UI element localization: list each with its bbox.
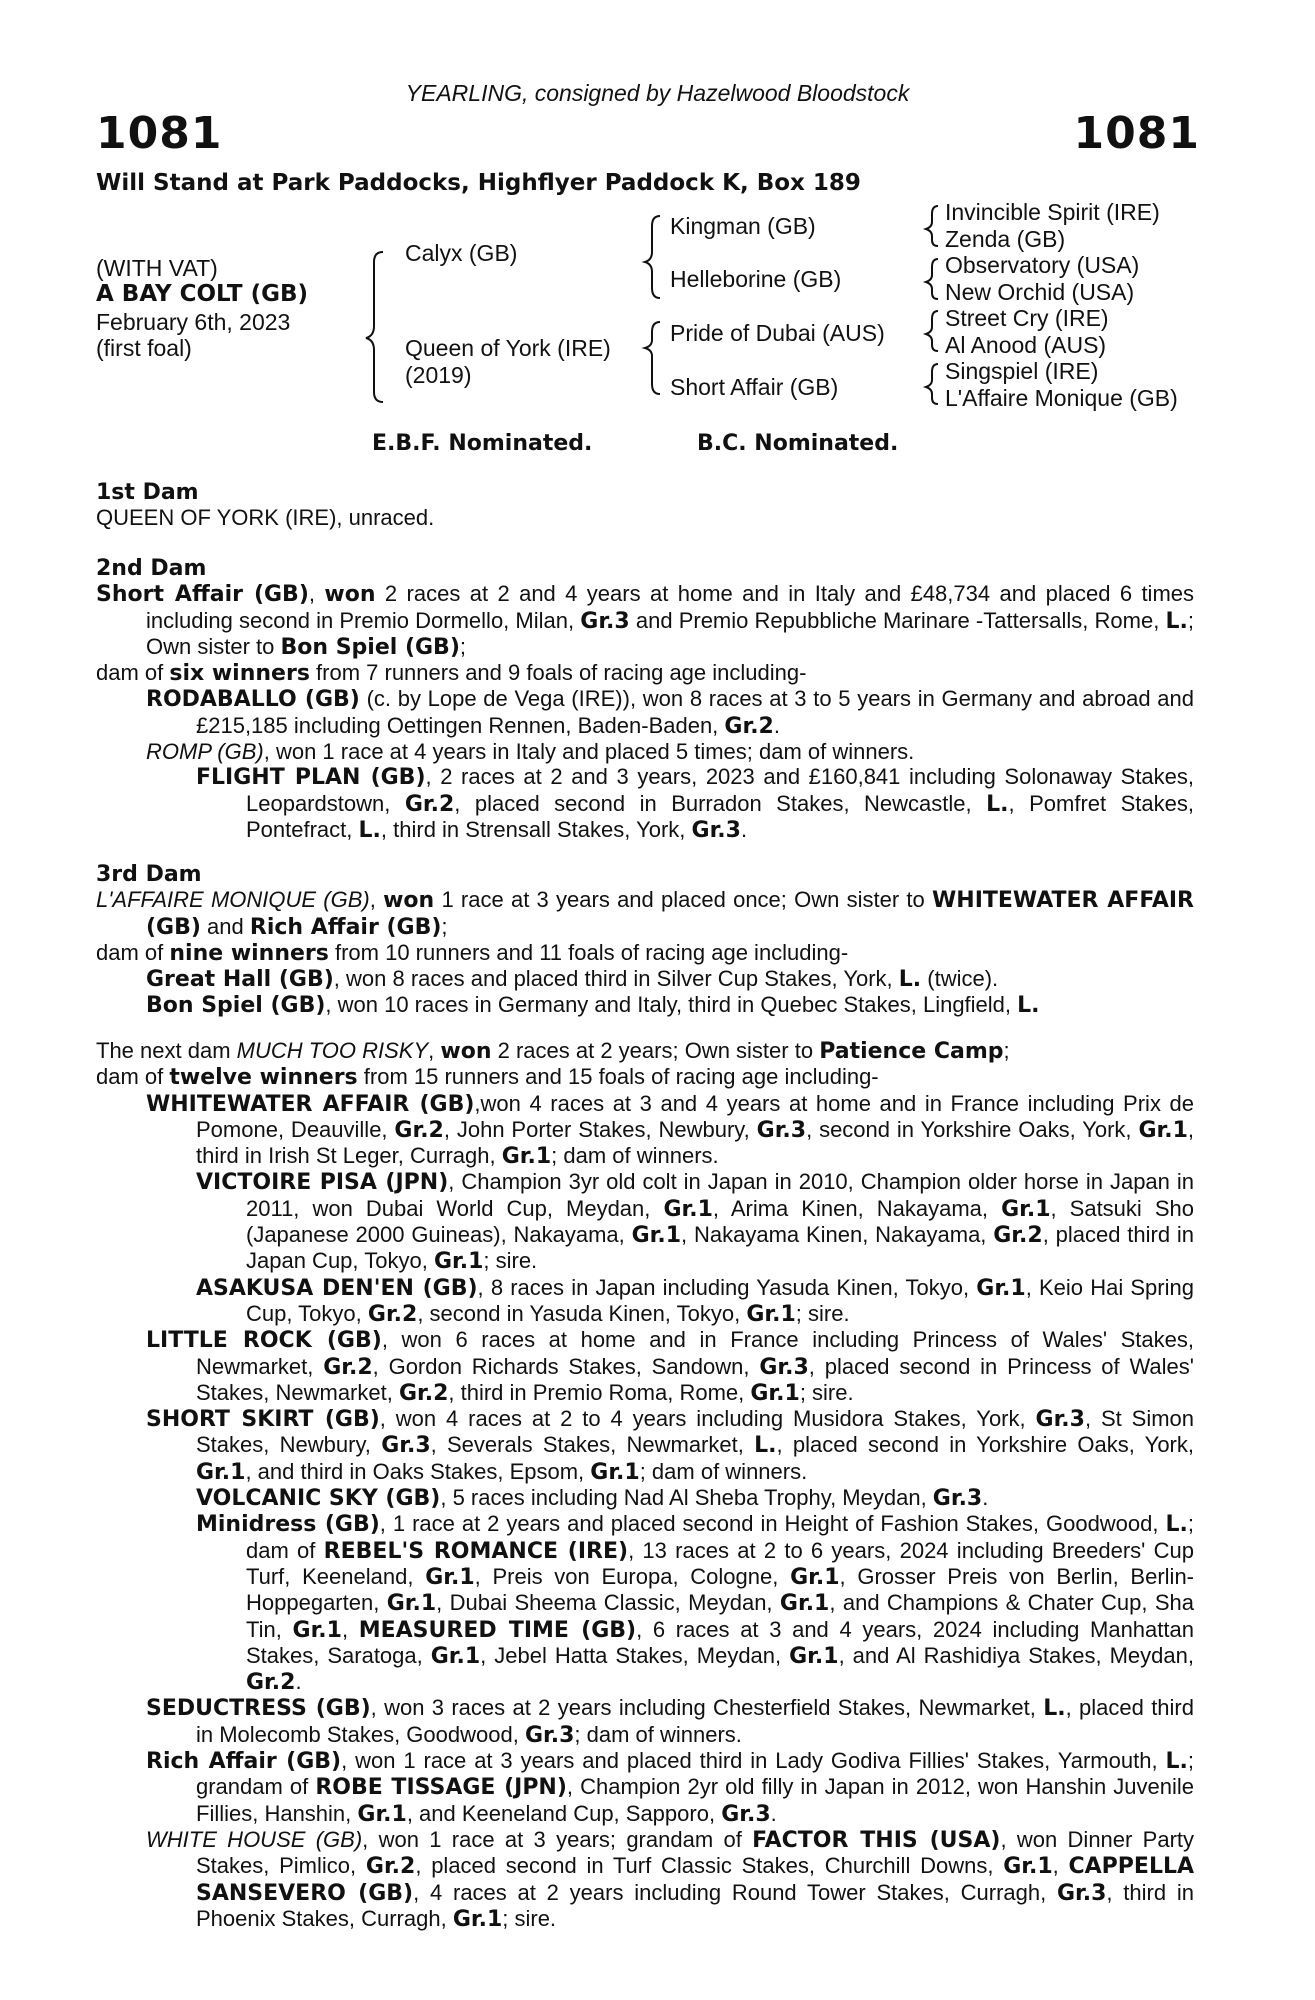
third-dam-title: 3rd Dam: [96, 862, 202, 887]
next-dam-produce-summary: dam of twelve winners from 15 runners and 15 foals of racing age including-: [96, 1064, 879, 1091]
third-dam-section: [96, 862, 1194, 1019]
progeny-great-hall: Great Hall (GB), won 8 races and placed third in Silver Cup Stakes, York, L. (twice).: [146, 966, 999, 993]
pedigree-sire-sire: Kingman (GB): [670, 213, 816, 239]
pedigree-dds: Singspiel (IRE): [945, 358, 1099, 384]
pedigree-dam-year: (2019): [405, 362, 472, 388]
third-dam-produce-summary: dam of nine winners from 10 runners and 11 foals of racing age including-: [96, 939, 849, 966]
pedigree-dam: Queen of York (IRE): [405, 335, 611, 361]
pedigree-dam-dam: Short Affair (GB): [670, 374, 839, 400]
progeny-romp: ROMP (GB), won 1 race at 4 years in Italy and placed 5 times; dam of winners.: [146, 739, 915, 765]
progeny-rodaballo: RODABALLO (GB) (c. by Lope de Vega (IRE)), won 8 races at 3 to 5 years in Germany and abroad and £215,185 including Oettingen Rennen, Baden-Baden, Gr.2.: [146, 686, 1195, 739]
progeny-bon-spiel: Bon Spiel (GB), won 10 races in Germany and Italy, third in Quebec Stakes, Lingfield, L.: [146, 992, 1040, 1019]
progeny-entry: LITTLE ROCK (GB), won 6 races at home and in France including Princess of Wales' Stakes, Newmarket, Gr.2, Gordon Richards Stakes, Sandown, Gr.3, placed second in Princess of Wales' Stakes, Newmarket, Gr.2, third in Premio Roma, Rome, Gr.1; sire.: [146, 1327, 1194, 1406]
progeny-entry: VOLCANIC SKY (GB), 5 races including Nad Al Sheba Trophy, Meydan, Gr.3.: [196, 1485, 989, 1512]
pedigree-sire: Calyx (GB): [405, 240, 518, 266]
first-dam-title: 1st Dam: [96, 480, 199, 505]
pedigree-ddd: L'Affaire Monique (GB): [945, 385, 1178, 411]
second-dam-section: [96, 556, 1194, 843]
progeny-list: [96, 1091, 1194, 1933]
horse-dob: February 6th, 2023: [96, 309, 291, 335]
second-dam-entry: Short Affair (GB), won 2 races at 2 and 4 years at home and in Italy and £48,734 and placed 6 times including second in Premio Dormello, Milan, Gr.3 and Premio Repubbliche Marinare -Tattersalls, Rome, L.; Own sister to Bon Spiel (GB);: [96, 581, 1195, 660]
progeny-flight-plan: FLIGHT PLAN (GB), 2 races at 2 and 3 years, 2023 and £160,841 including Solonaway Stakes, Leopardstown, Gr.2, placed second in Burradon Stakes, Newcastle, L., Pomfret Stakes, Pontefract, L., third in Strensall Stakes, York, Gr.3.: [196, 764, 1195, 843]
vat-note: (WITH VAT): [96, 255, 218, 281]
page-subtitle: YEARLING, consigned by Hazelwood Bloodstock: [405, 80, 910, 106]
lot-number-left: 1081: [96, 108, 223, 159]
pedigree-dss: Street Cry (IRE): [945, 305, 1109, 331]
progeny-entry: WHITE HOUSE (GB), won 1 race at 3 years; grandam of FACTOR THIS (USA), won Dinner Party Stakes, Pimlico, Gr.2, placed second in Turf Classic Stakes, Churchill Downs, Gr.1, CAPPELLA SANSEVERO (GB), 4 races at 2 years including Round Tower Stakes, Curragh, Gr.3, third in Phoenix Stakes, Curragh, Gr.1; sire.: [146, 1826, 1195, 1932]
progeny-entry: SEDUCTRESS (GB), won 3 races at 2 years including Chesterfield Stakes, Newmarket, L., placed third in Molecomb Stakes, Goodwood, Gr.3; dam of winners.: [146, 1695, 1194, 1748]
progeny-entry: Minidress (GB), 1 race at 2 years and placed second in Height of Fashion Stakes, Goodwood, L.; dam of REBEL'S ROMANCE (IRE), 13 races at 2 to 6 years, 2024 including Breeders' Cup Turf, Keeneland, Gr.1, Preis von Europa, Cologne, Gr.1, Grosser Preis von Berlin, Berlin-Hoppegarten, Gr.1, Dubai Sheema Classic, Meydan, Gr.1, and Champions & Chater Cup, Sha Tin, Gr.1, MEASURED TIME (GB), 6 races at 3 and 4 years, 2024 including Manhattan Stakes, Saratoga, Gr.1, Jebel Hatta Stakes, Meydan, Gr.1, and Al Rashidiya Stakes, Meydan, Gr.2.: [196, 1511, 1195, 1696]
third-dam-entry: L'AFFAIRE MONIQUE (GB), won 1 race at 3 years and placed once; Own sister to WHITEWATER AFFAIR (GB) and Rich Affair (GB);: [96, 887, 1194, 940]
horse-foal-note: (first foal): [96, 335, 192, 361]
pedigree-dam-sire: Pride of Dubai (AUS): [670, 320, 885, 346]
stand-location: Will Stand at Park Paddocks, Highflyer Paddock K, Box 189: [96, 170, 861, 196]
progeny-entry: ASAKUSA DEN'EN (GB), 8 races in Japan including Yasuda Kinen, Tokyo, Gr.1, Keio Hai Spring Cup, Tokyo, Gr.2, second in Yasuda Kinen, Tokyo, Gr.1; sire.: [196, 1274, 1194, 1327]
first-dam-text: QUEEN OF YORK (IRE), unraced.: [96, 505, 435, 531]
next-dam-entry: The next dam MUCH TOO RISKY, won 2 races at 2 years; Own sister to Patience Camp;: [96, 1038, 1010, 1064]
next-dam-section: [96, 1038, 1194, 1932]
pedigree-sds: Observatory (USA): [945, 252, 1140, 278]
progeny-entry: Rich Affair (GB), won 1 race at 3 years and placed third in Lady Godiva Fillies' Stakes, Yarmouth, L.; grandam of ROBE TISSAGE (JPN), Champion 2yr old filly in Japan in 2012, won Hanshin Juvenile Fillies, Hanshin, Gr.1, and Keeneland Cup, Sapporo, Gr.3.: [146, 1748, 1194, 1827]
horse-name: A BAY COLT (GB): [96, 281, 309, 307]
lot-number-right: 1081: [1073, 108, 1200, 159]
progeny-entry: SHORT SKIRT (GB), won 4 races at 2 to 4 years including Musidora Stakes, York, Gr.3, St Simon Stakes, Newbury, Gr.3, Severals Stakes, Newmarket, L., placed second in Yorkshire Oaks, York, Gr.1, and third in Oaks Stakes, Epsom, Gr.1; dam of winners.: [146, 1406, 1195, 1485]
pedigree-dsd: Al Anood (AUS): [945, 332, 1107, 358]
bc-nominated: B.C. Nominated.: [697, 431, 899, 456]
pedigree-sss: Invincible Spirit (IRE): [945, 199, 1160, 225]
second-dam-produce-summary: dam of six winners from 7 runners and 9 foals of racing age including-: [96, 660, 807, 687]
ebf-nominated: E.B.F. Nominated.: [372, 431, 593, 456]
pedigree-sire-dam: Helleborine (GB): [670, 266, 842, 292]
progeny-entry: WHITEWATER AFFAIR (GB),won 4 races at 3 and 4 years at home and in France including Prix de Pomone, Deauville, Gr.2, John Porter Stakes, Newbury, Gr.3, second in Yorkshire Oaks, York, Gr.1, third in Irish St Leger, Curragh, Gr.1; dam of winners.: [146, 1090, 1195, 1170]
pedigree-sdd: New Orchid (USA): [945, 279, 1135, 305]
first-dam-section: [96, 480, 1194, 531]
second-dam-title: 2nd Dam: [96, 556, 207, 581]
pedigree-ssd: Zenda (GB): [945, 226, 1066, 252]
progeny-entry: VICTOIRE PISA (JPN), Champion 3yr old colt in Japan in 2010, Champion older horse in Japan in 2011, won Dubai World Cup, Meydan, Gr.1, Arima Kinen, Nakayama, Gr.1, Satsuki Sho (Japanese 2000 Guineas), Nakayama, Gr.1, Nakayama Kinen, Nakayama, Gr.2, placed third in Japan Cup, Tokyo, Gr.1; sire.: [196, 1169, 1195, 1275]
